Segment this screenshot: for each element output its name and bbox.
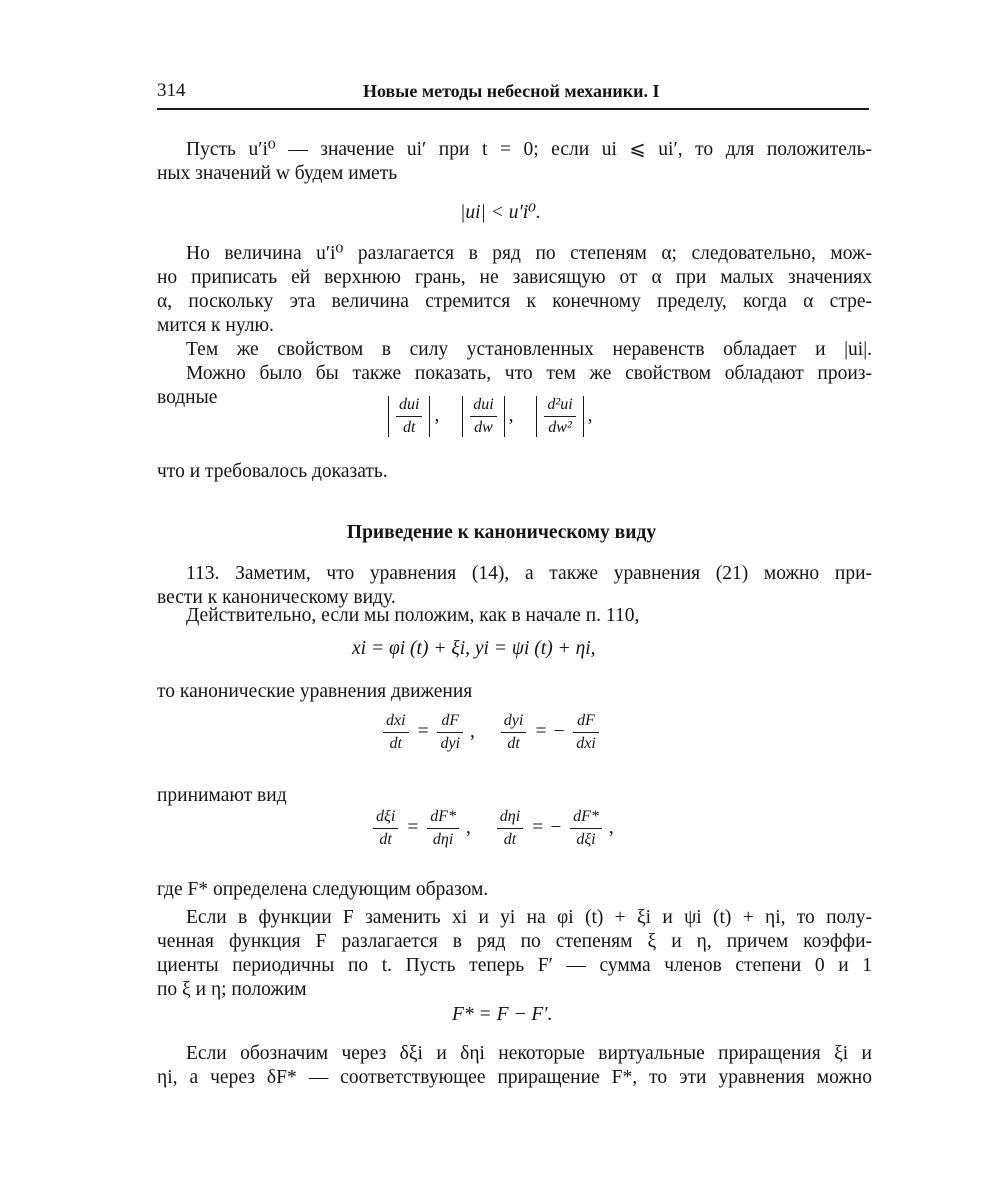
frac-3-numerator: d²ui [547, 396, 573, 413]
paragraph-1-line-2: ных значений w будем иметь [157, 163, 398, 184]
paragraph-9: принимают вид [157, 785, 287, 806]
eq3-lhs-numerator: dξi [376, 808, 396, 825]
abs-derivative-1 [388, 396, 430, 437]
eq2-rhs-numerator: dF [577, 712, 595, 729]
paragraph-2-line-4: мится к нулю. [157, 315, 274, 336]
derivatives-formula: $\frac{\text{dui}}{dt}$ , $\frac{\text{dui}}{dw}$ , $\frac{\text{d²ui}}{\text{dw²}}$ , [388, 396, 611, 437]
abs-derivative-3 [536, 396, 583, 437]
paragraph-11-line-2: ченная функция F разлагается в ряд по степеням ξ и η, причем коэффи- [157, 931, 872, 952]
substitution-formula: xi = φi (t) + ξi, yi = ψi (t) + ηi, [352, 638, 596, 659]
page-number: 314 [157, 80, 186, 101]
paragraph-11-line-1: Если в функции F заменить xi и yi на φi (t) + ξi и ψi (t) + ηi, то полу- [186, 907, 872, 928]
frac-1-denominator: dt [396, 416, 422, 437]
paragraph-11-line-3: циенты периодичны по t. Пусть теперь F′ — сумма членов степени 0 и 1 [157, 955, 872, 976]
paragraph-11-line-4: по ξ и η; положим [157, 979, 307, 1000]
eq3-rhs-denominator: dηi [427, 828, 459, 849]
paragraph-1-line-1: Пусть u′i⁰ — значение ui′ при t = 0; если ui ⩽ ui′, то для положитель- [186, 139, 872, 160]
page-header [157, 78, 869, 110]
eq1-lhs-numerator: dxi [386, 712, 406, 729]
paragraph-4-line-1: Можно было бы также показать, что тем же свойством обладают произ- [186, 363, 872, 384]
eq4-lhs-numerator: dηi [499, 808, 521, 825]
frac-2-numerator: dui [473, 396, 494, 413]
f-star-definition: F* = F − F′. [452, 1004, 553, 1025]
eq2-lhs-denominator: dt [501, 732, 527, 753]
transformed-equations: $\frac{\text{dξi}}{dt}$ = $\frac{dF*}{\text{dηi}}$ , $\frac{\text{dηi}}{dt}$ = − $\frac{dF*}{\text{dξi}}$ , [370, 808, 632, 849]
canonical-equations: $\frac{\text{dxi}}{dt}$ = $\frac{dF}{\text{dyi}}$ , $\frac{\text{dyi}}{dt}$ = − $\frac{dF}{\text{dxi}}$ [380, 712, 602, 753]
paragraph-4-line-2: водные [157, 387, 218, 408]
paragraph-6-line-1: 113. Заметим, что уравнения (14), а также уравнения (21) можно при- [186, 563, 872, 584]
paragraph-7: Действительно, если мы положим, как в начале п. 110, [186, 605, 640, 626]
eq1-lhs-denominator: dt [383, 732, 409, 753]
paragraph-2-line-2: но приписать ей верхнюю грань, не зависящую от α при малых значениях [157, 267, 872, 288]
eq1-rhs-denominator: dyi [437, 732, 463, 753]
running-title: Новые методы небесной механики. I [363, 81, 660, 101]
eq1-rhs-numerator: dF [441, 712, 460, 729]
paragraph-3: Тем же свойством в силу установленных неравенств обладает и |ui|. [186, 339, 872, 360]
section-heading: Приведение к каноническому виду [346, 522, 657, 543]
paragraph-12-line-2: ηi, а через δF* — соответствующее приращение F*, то эти уравнения можно [157, 1067, 872, 1088]
frac-1-numerator: dui [399, 396, 420, 413]
paragraph-12-line-1: Если обозначим через δξi и δηi некоторые виртуальные приращения ξi и [186, 1043, 872, 1064]
eq4-rhs-denominator: dξi [570, 828, 602, 849]
paragraph-6-line-2: вести к каноническому виду. [157, 587, 396, 608]
abs-derivative-2 [462, 396, 504, 437]
eq3-rhs-numerator: dF* [430, 808, 456, 825]
paragraph-5: что и требовалось доказать. [157, 461, 388, 482]
eq4-rhs-numerator: dF* [573, 808, 599, 825]
eq2-lhs-numerator: dyi [503, 712, 524, 729]
frac-3-denominator: dw² [544, 416, 575, 437]
paragraph-2-line-1: Но величина u′i⁰ разлагается в ряд по степеням α; следовательно, мож- [186, 243, 872, 264]
eq2-rhs-denominator: dxi [573, 732, 599, 753]
frac-2-denominator: dw [470, 416, 496, 437]
eq3-lhs-denominator: dt [373, 828, 398, 849]
paragraph-10: где F* определена следующим образом. [157, 879, 489, 900]
paragraph-2-line-3: α, поскольку эта величина стремится к конечному пределу, когда α стре- [157, 291, 872, 312]
eq4-lhs-denominator: dt [497, 828, 523, 849]
paragraph-8: то канонические уравнения движения [157, 681, 473, 702]
inequality-formula: |ui| < u′i⁰. [460, 202, 541, 223]
